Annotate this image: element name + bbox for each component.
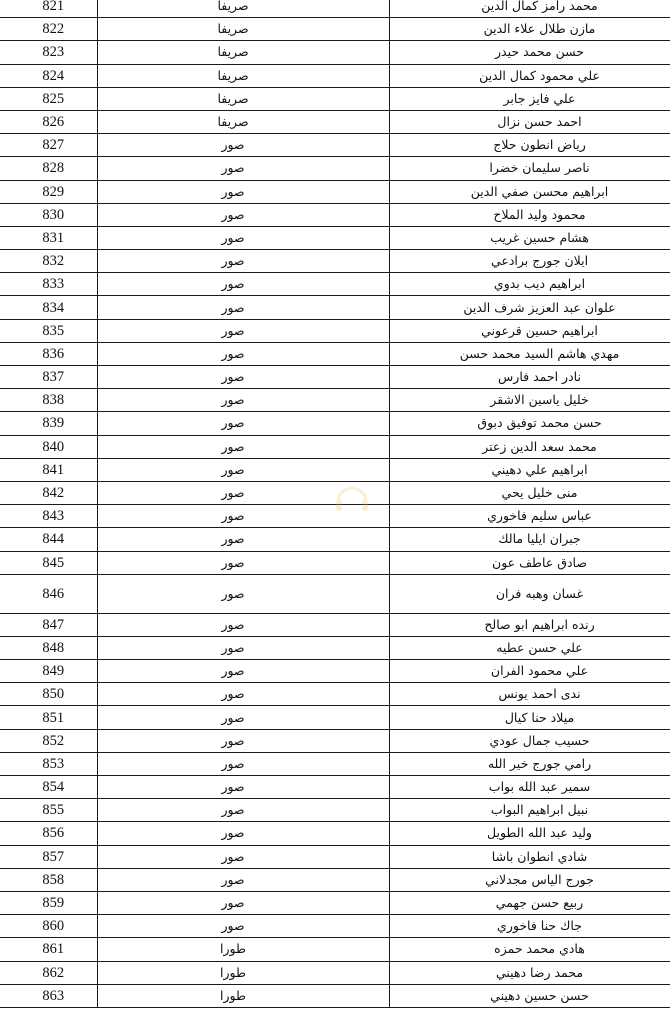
full-name-cell: حسن حسين دهيني <box>389 984 670 1007</box>
full-name-cell: هشام حسين غريب <box>389 226 670 249</box>
town-cell: صور <box>97 389 389 412</box>
table-row <box>0 706 670 729</box>
town-cell: صور <box>97 822 389 845</box>
town-cell: صور <box>97 481 389 504</box>
row-number: 848 <box>0 636 97 659</box>
town-cell: صور <box>97 574 389 613</box>
row-number: 832 <box>0 250 97 273</box>
row-number: 833 <box>0 273 97 296</box>
row-number: 825 <box>0 87 97 110</box>
row-number: 830 <box>0 203 97 226</box>
town-cell: صريفا <box>97 110 389 133</box>
row-number: 849 <box>0 660 97 683</box>
full-name-cell: محمود وليد الملاح <box>389 203 670 226</box>
table-row <box>0 250 670 273</box>
table-row <box>0 41 670 64</box>
row-number: 857 <box>0 845 97 868</box>
table-row <box>0 822 670 845</box>
row-number: 837 <box>0 366 97 389</box>
full-name-cell: شادي انطوان باشا <box>389 845 670 868</box>
row-number: 843 <box>0 505 97 528</box>
town-cell: صور <box>97 319 389 342</box>
table-row <box>0 157 670 180</box>
row-number: 836 <box>0 342 97 365</box>
town-cell: صور <box>97 366 389 389</box>
town-cell: صور <box>97 134 389 157</box>
town-cell: صور <box>97 157 389 180</box>
row-number: 827 <box>0 134 97 157</box>
full-name-cell: نبيل ابراهيم البواب <box>389 799 670 822</box>
town-cell: صور <box>97 180 389 203</box>
full-name-cell: حسن محمد حيدر <box>389 41 670 64</box>
table-row <box>0 0 670 18</box>
full-name-cell: محمد سعد الدين زعتر <box>389 435 670 458</box>
town-cell: صور <box>97 435 389 458</box>
town-cell: صور <box>97 226 389 249</box>
full-name-cell: ابراهيم ديب بدوي <box>389 273 670 296</box>
table-row <box>0 64 670 87</box>
full-name-cell: رنده ابراهيم ابو صالح <box>389 613 670 636</box>
row-number: 829 <box>0 180 97 203</box>
table-row <box>0 891 670 914</box>
town-cell: صور <box>97 776 389 799</box>
row-number: 858 <box>0 868 97 891</box>
table-row <box>0 574 670 613</box>
full-name-cell: ناصر سليمان خضرا <box>389 157 670 180</box>
row-number: 860 <box>0 915 97 938</box>
row-number: 831 <box>0 226 97 249</box>
table-row <box>0 273 670 296</box>
row-number: 861 <box>0 938 97 961</box>
town-cell: صريفا <box>97 18 389 41</box>
town-cell: صور <box>97 891 389 914</box>
full-name-cell: رامي جورج خير الله <box>389 752 670 775</box>
table-row <box>0 776 670 799</box>
table-row <box>0 110 670 133</box>
table-row <box>0 915 670 938</box>
table-row <box>0 528 670 551</box>
town-cell: صريفا <box>97 0 389 18</box>
table-row <box>0 613 670 636</box>
full-name-cell: مهدي هاشم السيد محمد حسن <box>389 342 670 365</box>
town-cell: صور <box>97 412 389 435</box>
row-number: 826 <box>0 110 97 133</box>
row-number: 835 <box>0 319 97 342</box>
town-cell: صور <box>97 660 389 683</box>
full-name-cell: محمد رامز كمال الدين <box>389 0 670 18</box>
full-name-cell: ايلان جورج برادعي <box>389 250 670 273</box>
table-row <box>0 938 670 961</box>
full-name-cell: جبران ايليا مالك <box>389 528 670 551</box>
table-row <box>0 551 670 574</box>
full-name-cell: صادق عاطف عون <box>389 551 670 574</box>
town-cell: صور <box>97 752 389 775</box>
table-row <box>0 683 670 706</box>
table-row <box>0 984 670 1007</box>
row-number: 847 <box>0 613 97 636</box>
row-number: 859 <box>0 891 97 914</box>
row-number: 840 <box>0 435 97 458</box>
full-name-cell: خليل ياسين الاشقر <box>389 389 670 412</box>
town-cell: صريفا <box>97 87 389 110</box>
town-cell: صور <box>97 683 389 706</box>
row-number: 834 <box>0 296 97 319</box>
table-row <box>0 319 670 342</box>
town-cell: صور <box>97 528 389 551</box>
table-row <box>0 458 670 481</box>
full-name-cell: عباس سليم فاخوري <box>389 505 670 528</box>
full-name-cell: علوان عبد العزيز شرف الدين <box>389 296 670 319</box>
full-name-cell: ابراهيم علي دهيني <box>389 458 670 481</box>
row-number: 823 <box>0 41 97 64</box>
town-cell: صور <box>97 915 389 938</box>
table-row <box>0 435 670 458</box>
table-row <box>0 366 670 389</box>
row-number: 850 <box>0 683 97 706</box>
town-cell: صور <box>97 706 389 729</box>
row-number: 862 <box>0 961 97 984</box>
row-number: 841 <box>0 458 97 481</box>
row-number: 854 <box>0 776 97 799</box>
town-cell: صور <box>97 505 389 528</box>
row-number: 828 <box>0 157 97 180</box>
table-row <box>0 481 670 504</box>
town-cell: صور <box>97 845 389 868</box>
table-row <box>0 226 670 249</box>
full-name-cell: هادي محمد حمزه <box>389 938 670 961</box>
table-row <box>0 296 670 319</box>
table-row <box>0 342 670 365</box>
table-row <box>0 636 670 659</box>
full-name-cell: علي فايز جابر <box>389 87 670 110</box>
row-number: 863 <box>0 984 97 1007</box>
full-name-cell: مازن طلال علاء الدين <box>389 18 670 41</box>
town-cell: صور <box>97 203 389 226</box>
row-number: 851 <box>0 706 97 729</box>
town-cell: صور <box>97 868 389 891</box>
table-row <box>0 799 670 822</box>
table-row <box>0 134 670 157</box>
full-name-cell: وليد عبد الله الطويل <box>389 822 670 845</box>
row-number: 839 <box>0 412 97 435</box>
table-row <box>0 505 670 528</box>
full-name-cell: حسن محمد توفيق دبوق <box>389 412 670 435</box>
table-row <box>0 18 670 41</box>
row-number: 824 <box>0 64 97 87</box>
full-name-cell: علي حسن عطيه <box>389 636 670 659</box>
full-name-cell: ندى احمد يونس <box>389 683 670 706</box>
full-name-cell: ابراهيم محسن صفي الدين <box>389 180 670 203</box>
table-row <box>0 389 670 412</box>
table-row <box>0 961 670 984</box>
full-name-cell: علي محمود الفران <box>389 660 670 683</box>
row-number: 822 <box>0 18 97 41</box>
town-cell: طورا <box>97 938 389 961</box>
table-row <box>0 87 670 110</box>
full-name-cell: غسان وهبه فران <box>389 574 670 613</box>
row-number: 856 <box>0 822 97 845</box>
row-number: 853 <box>0 752 97 775</box>
full-name-cell: سمير عبد الله بواب <box>389 776 670 799</box>
row-number: 842 <box>0 481 97 504</box>
town-cell: صور <box>97 250 389 273</box>
town-cell: صور <box>97 729 389 752</box>
table-row <box>0 729 670 752</box>
table-row <box>0 868 670 891</box>
town-cell: صور <box>97 799 389 822</box>
full-name-cell: احمد حسن نزال <box>389 110 670 133</box>
full-name-cell: نادر احمد فارس <box>389 366 670 389</box>
town-cell: صور <box>97 613 389 636</box>
town-cell: طورا <box>97 961 389 984</box>
town-cell: طورا <box>97 984 389 1007</box>
full-name-cell: علي محمود كمال الدين <box>389 64 670 87</box>
town-cell: صور <box>97 342 389 365</box>
town-cell: صريفا <box>97 64 389 87</box>
table-row <box>0 660 670 683</box>
table-row <box>0 180 670 203</box>
full-name-cell: ربيع حسن جهمي <box>389 891 670 914</box>
town-cell: صور <box>97 551 389 574</box>
row-number: 855 <box>0 799 97 822</box>
town-cell: صور <box>97 296 389 319</box>
full-name-cell: رياض انطون حلاج <box>389 134 670 157</box>
row-number: 838 <box>0 389 97 412</box>
town-cell: صور <box>97 458 389 481</box>
full-name-cell: ابراهيم حسين قرعوني <box>389 319 670 342</box>
table-row <box>0 752 670 775</box>
town-cell: صور <box>97 273 389 296</box>
row-number: 846 <box>0 574 97 613</box>
table-row <box>0 845 670 868</box>
full-name-cell: منى خليل يحي <box>389 481 670 504</box>
full-name-cell: جاك حنا فاخوري <box>389 915 670 938</box>
full-name-cell: ميلاد حنا كيال <box>389 706 670 729</box>
full-name-cell: حسيب جمال عودي <box>389 729 670 752</box>
row-number: 844 <box>0 528 97 551</box>
table-row <box>0 412 670 435</box>
row-number: 821 <box>0 0 97 18</box>
town-cell: صريفا <box>97 41 389 64</box>
full-name-cell: محمد رضا دهيني <box>389 961 670 984</box>
full-name-cell: جورج الياس مجدلاني <box>389 868 670 891</box>
row-number: 852 <box>0 729 97 752</box>
town-cell: صور <box>97 636 389 659</box>
row-number: 845 <box>0 551 97 574</box>
table-row <box>0 203 670 226</box>
